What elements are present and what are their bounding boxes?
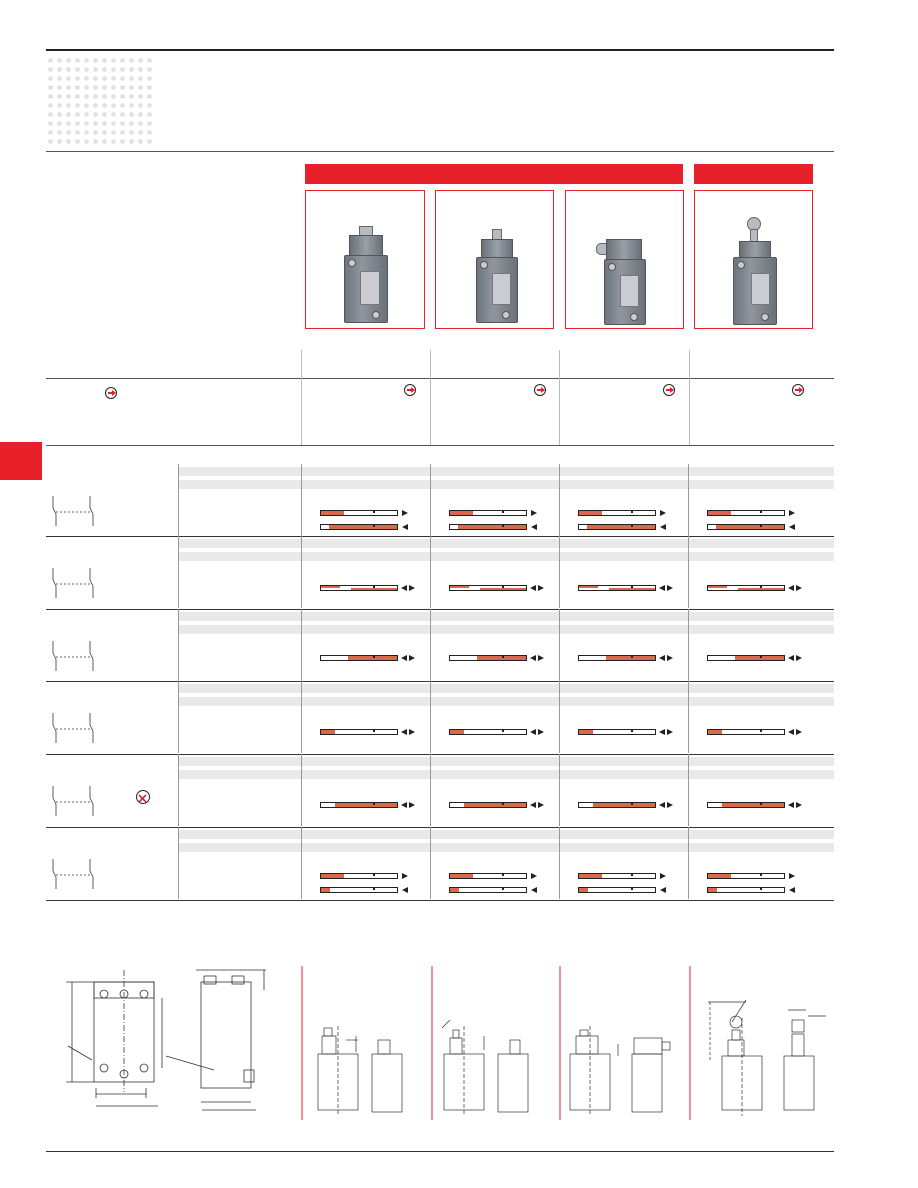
travel-mark xyxy=(631,803,633,805)
travel-mark xyxy=(631,888,633,890)
travel-bar xyxy=(707,802,785,808)
arrow-left-icon xyxy=(659,802,665,808)
arrow-left-icon xyxy=(530,802,536,808)
arrow-left-icon xyxy=(789,887,795,893)
travel-bar xyxy=(707,510,785,516)
arrow-left-icon xyxy=(660,524,666,530)
travel-mark xyxy=(373,586,375,588)
row-shade xyxy=(178,480,834,489)
travel-bar xyxy=(320,729,398,735)
row-col-divider xyxy=(301,609,302,681)
direction-arrow-icon xyxy=(663,384,675,396)
arrow-left-icon xyxy=(659,729,665,735)
arrow-left-icon xyxy=(401,655,407,661)
arrow-left-icon xyxy=(401,585,407,591)
row-col-divider xyxy=(559,681,560,753)
row-col-divider xyxy=(559,609,560,681)
travel-bar xyxy=(578,873,656,879)
spec-rule-1 xyxy=(46,378,834,379)
group-2-bar xyxy=(694,164,813,184)
row-shade xyxy=(178,467,834,476)
travel-bar xyxy=(578,524,656,530)
row-col-divider xyxy=(688,536,689,608)
row-col-divider xyxy=(178,681,179,753)
dimension-drawings xyxy=(46,960,836,1130)
row-col-divider xyxy=(430,464,431,536)
contact-symbol-icon xyxy=(48,784,98,818)
travel-bar xyxy=(320,887,398,893)
arrow-right-icon xyxy=(789,510,795,516)
group-1-bar xyxy=(305,164,683,184)
travel-bar xyxy=(707,524,785,530)
travel-mark xyxy=(760,511,762,513)
col-divider-4 xyxy=(689,350,690,445)
travel-bar xyxy=(578,655,656,661)
row-shade xyxy=(178,770,834,779)
travel-bar xyxy=(320,510,398,516)
row-col-divider xyxy=(301,754,302,826)
travel-mark xyxy=(502,656,504,658)
arrow-right-icon xyxy=(531,510,537,516)
contact-symbol-icon xyxy=(48,711,98,745)
arrow-right-icon xyxy=(667,802,673,808)
col-divider-1 xyxy=(301,350,302,445)
arrow-left-icon xyxy=(531,524,537,530)
travel-bar xyxy=(449,585,527,591)
arrow-left-icon xyxy=(402,524,408,530)
top-rule xyxy=(46,49,834,51)
row-col-divider xyxy=(688,464,689,536)
arrow-right-icon xyxy=(660,510,666,516)
travel-mark xyxy=(631,525,633,527)
travel-bar xyxy=(578,802,656,808)
travel-mark xyxy=(373,888,375,890)
arrow-left-icon xyxy=(530,729,536,735)
row-shade xyxy=(178,830,834,839)
row-col-divider xyxy=(301,536,302,608)
direction-arrow-icon xyxy=(534,384,546,396)
travel-bar xyxy=(320,524,398,530)
row-col-divider xyxy=(688,609,689,681)
row-col-divider xyxy=(559,827,560,899)
direction-arrow-icon xyxy=(792,384,804,396)
col-divider-2 xyxy=(430,350,431,445)
travel-bar xyxy=(707,873,785,879)
row-col-divider xyxy=(178,754,179,826)
footer-rule xyxy=(46,1151,834,1152)
travel-bar xyxy=(449,873,527,879)
row-divider xyxy=(46,754,834,755)
travel-mark xyxy=(760,525,762,527)
travel-mark xyxy=(373,511,375,513)
arrow-left-icon xyxy=(788,585,794,591)
arrow-left-icon xyxy=(788,729,794,735)
row-col-divider xyxy=(559,754,560,826)
travel-mark xyxy=(502,730,504,732)
row-divider xyxy=(46,681,834,682)
row-shade xyxy=(178,757,834,766)
travel-mark xyxy=(760,874,762,876)
travel-bar xyxy=(707,585,785,591)
arrow-left-icon xyxy=(531,887,537,893)
row-col-divider xyxy=(301,827,302,899)
travel-bar xyxy=(707,887,785,893)
arrow-right-icon xyxy=(789,873,795,879)
row-col-divider xyxy=(688,681,689,753)
arrow-left-icon xyxy=(789,524,795,530)
travel-bar xyxy=(578,887,656,893)
travel-mark xyxy=(502,586,504,588)
product-photo-2 xyxy=(435,190,554,329)
row-col-divider xyxy=(559,536,560,608)
arrow-right-icon xyxy=(667,585,673,591)
travel-bar xyxy=(320,655,398,661)
direction-arrow-icon xyxy=(404,384,416,396)
travel-bar xyxy=(449,655,527,661)
arrow-right-icon xyxy=(667,729,673,735)
travel-mark xyxy=(502,874,504,876)
arrow-left-icon xyxy=(401,729,407,735)
arrow-left-icon xyxy=(530,585,536,591)
travel-bar xyxy=(320,585,398,591)
arrow-right-icon xyxy=(660,873,666,879)
travel-mark xyxy=(760,888,762,890)
arrow-right-icon xyxy=(667,655,673,661)
travel-mark xyxy=(760,730,762,732)
travel-mark xyxy=(760,803,762,805)
row-col-divider xyxy=(430,754,431,826)
arrow-right-icon xyxy=(402,873,408,879)
travel-mark xyxy=(631,511,633,513)
arrow-right-icon xyxy=(409,655,415,661)
travel-bar xyxy=(449,887,527,893)
arrow-right-icon xyxy=(409,585,415,591)
arrow-right-icon xyxy=(409,729,415,735)
row-divider xyxy=(46,609,834,610)
row-col-divider xyxy=(301,464,302,536)
travel-mark xyxy=(373,803,375,805)
arrow-left-icon xyxy=(659,585,665,591)
contact-symbol-icon xyxy=(48,566,98,600)
contact-symbol-icon xyxy=(48,857,98,891)
row-shade xyxy=(178,612,834,621)
travel-mark xyxy=(631,586,633,588)
row-shade xyxy=(178,552,834,561)
travel-bar xyxy=(707,729,785,735)
travel-bar xyxy=(578,510,656,516)
row-col-divider xyxy=(178,536,179,608)
travel-mark xyxy=(502,803,504,805)
row-col-divider xyxy=(430,536,431,608)
header-rule xyxy=(46,151,834,152)
travel-mark xyxy=(502,888,504,890)
arrow-left-icon xyxy=(788,802,794,808)
arrow-right-icon xyxy=(409,802,415,808)
product-photo-3 xyxy=(565,190,684,329)
travel-mark xyxy=(373,656,375,658)
arrow-right-icon xyxy=(402,510,408,516)
travel-bar xyxy=(449,729,527,735)
travel-bar xyxy=(449,510,527,516)
travel-bar xyxy=(707,655,785,661)
arrow-right-icon xyxy=(796,655,802,661)
travel-mark xyxy=(373,525,375,527)
travel-mark xyxy=(631,656,633,658)
row-col-divider xyxy=(301,681,302,753)
row-divider xyxy=(46,827,834,828)
row-col-divider xyxy=(430,827,431,899)
arrow-right-icon xyxy=(538,655,544,661)
row-shade xyxy=(178,625,834,634)
arrow-left-icon xyxy=(660,887,666,893)
travel-bar xyxy=(449,524,527,530)
travel-mark xyxy=(760,586,762,588)
product-photo-1 xyxy=(305,190,425,329)
contact-symbol-icon xyxy=(48,494,98,528)
arrow-left-icon xyxy=(659,655,665,661)
product-photo-4 xyxy=(694,190,813,329)
travel-bar xyxy=(320,873,398,879)
travel-mark xyxy=(373,874,375,876)
row-col-divider xyxy=(178,464,179,536)
section-tab xyxy=(0,442,42,480)
travel-mark xyxy=(502,525,504,527)
travel-bar xyxy=(578,585,656,591)
travel-mark xyxy=(631,874,633,876)
row-shade xyxy=(178,843,834,852)
contact-symbol-icon xyxy=(48,639,98,673)
arrow-left-icon xyxy=(530,655,536,661)
travel-mark xyxy=(760,656,762,658)
arrow-right-icon xyxy=(531,873,537,879)
arrow-right-icon xyxy=(538,729,544,735)
halftone-graphic xyxy=(46,56,156,146)
row-col-divider xyxy=(178,609,179,681)
arrow-right-icon xyxy=(538,585,544,591)
row-shade xyxy=(178,697,834,706)
no-direction-icon xyxy=(136,790,150,804)
table-bottom-rule xyxy=(46,900,834,901)
arrow-right-icon xyxy=(796,802,802,808)
travel-bar xyxy=(578,729,656,735)
arrow-right-icon xyxy=(538,802,544,808)
travel-mark xyxy=(631,730,633,732)
row-col-divider xyxy=(430,681,431,753)
arrow-right-icon xyxy=(796,585,802,591)
travel-mark xyxy=(502,511,504,513)
row-col-divider xyxy=(178,827,179,899)
arrow-left-icon xyxy=(788,655,794,661)
spec-rule-2 xyxy=(46,445,834,446)
row-col-divider xyxy=(688,754,689,826)
row-col-divider xyxy=(559,464,560,536)
col-divider-3 xyxy=(559,350,560,445)
direction-arrow-icon xyxy=(105,387,117,399)
travel-bar xyxy=(449,802,527,808)
arrow-left-icon xyxy=(401,802,407,808)
row-col-divider xyxy=(430,609,431,681)
arrow-left-icon xyxy=(402,887,408,893)
row-col-divider xyxy=(688,827,689,899)
row-shade xyxy=(178,539,834,548)
arrow-right-icon xyxy=(796,729,802,735)
row-divider xyxy=(46,536,834,537)
travel-mark xyxy=(373,730,375,732)
row-shade xyxy=(178,684,834,693)
travel-bar xyxy=(320,802,398,808)
